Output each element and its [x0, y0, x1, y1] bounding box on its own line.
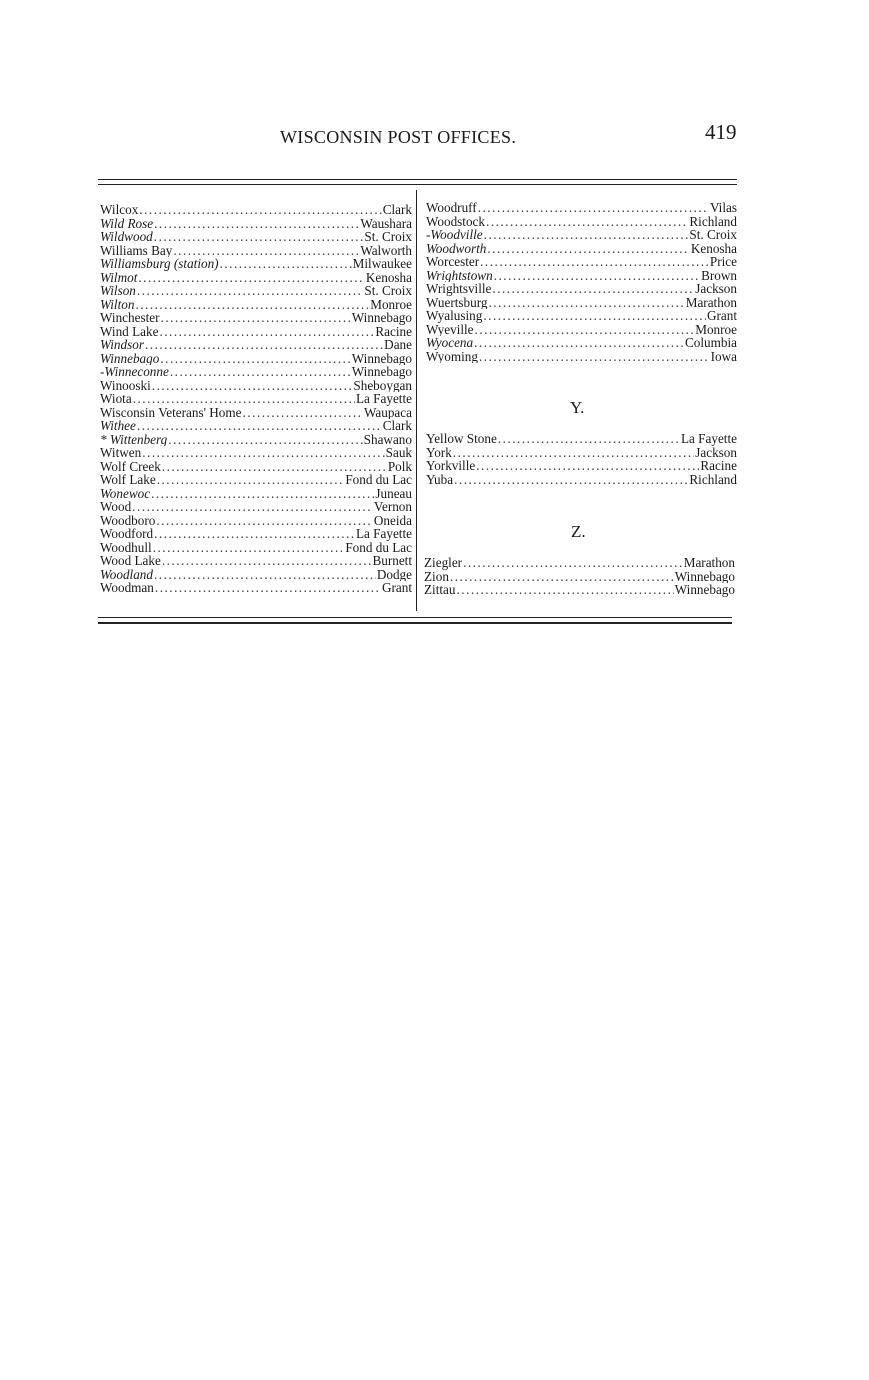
- county-name: Marathon: [683, 556, 735, 570]
- leader-dots: [151, 487, 374, 501]
- county-name: Winnebago: [674, 583, 735, 597]
- leader-dots: [454, 473, 688, 487]
- post-office-name: Withee: [100, 419, 136, 433]
- post-office-name: Witwen: [100, 446, 142, 460]
- post-office-name: Wilmot: [100, 270, 138, 284]
- leader-dots: [492, 282, 694, 296]
- post-office-entry: [100, 500, 412, 514]
- section-heading-y: Y.: [570, 398, 585, 417]
- post-office-entry: [100, 379, 412, 393]
- post-office-entry: [100, 365, 412, 379]
- county-name: La Fayette: [355, 392, 412, 406]
- county-name: Grant: [706, 309, 737, 323]
- county-name: Clark: [382, 203, 412, 217]
- post-office-name: Zittau: [424, 583, 456, 597]
- post-office-entry: [100, 460, 412, 474]
- post-office-name: Wiota: [100, 392, 132, 406]
- post-office-entry: [100, 271, 412, 285]
- leader-dots: [154, 230, 364, 244]
- post-office-name: Winnebago: [100, 351, 160, 365]
- post-office-entry: [426, 336, 737, 350]
- post-office-name: Zion: [424, 569, 449, 583]
- post-office-name: Woodland: [100, 567, 153, 581]
- post-office-name: Windsor: [100, 338, 144, 352]
- county-name: La Fayette: [355, 527, 412, 541]
- leader-dots: [132, 500, 373, 514]
- leader-dots: [498, 432, 680, 446]
- section-heading-z: Z.: [571, 522, 586, 541]
- post-office-name: Wyocena: [426, 336, 474, 350]
- top-rule: [98, 179, 737, 180]
- post-office-name: Wildwood: [100, 230, 153, 244]
- leader-dots: [162, 460, 387, 474]
- leader-dots: [463, 556, 683, 570]
- post-office-name: Winooski: [100, 378, 151, 392]
- leader-dots: [489, 296, 685, 310]
- leader-dots: [453, 446, 694, 460]
- county-name: Vernon: [373, 500, 412, 514]
- post-office-name: Wolf Lake: [100, 473, 156, 487]
- post-office-name: Woodford: [100, 527, 154, 541]
- post-office-name: -Woodville: [426, 228, 483, 242]
- post-office-entry: [100, 514, 412, 528]
- post-office-name: Yellow Stone: [426, 432, 497, 446]
- post-office-entry: [100, 392, 412, 406]
- county-name: Sheboygan: [353, 378, 412, 392]
- post-office-entry: [100, 311, 412, 325]
- post-office-entry: [100, 284, 412, 298]
- post-office-entry: [426, 282, 737, 296]
- post-office-name: Worcester: [426, 255, 480, 269]
- post-office-entry: [426, 473, 737, 487]
- post-office-name: Woodworth: [426, 241, 487, 255]
- county-name: Richland: [689, 472, 737, 486]
- county-name: Richland: [689, 214, 737, 228]
- post-office-entry: [100, 257, 412, 271]
- section-y-list: [426, 432, 737, 486]
- county-name: Racine: [700, 459, 737, 473]
- post-office-name: Wild Rose: [100, 216, 154, 230]
- county-name: Monroe: [695, 322, 737, 336]
- county-name: Clark: [382, 419, 412, 433]
- post-office-name: Wood: [100, 500, 132, 514]
- leader-dots: [155, 581, 381, 595]
- county-name: Winnebago: [351, 311, 412, 325]
- post-office-entry: [100, 419, 412, 433]
- county-name: Milwaukee: [352, 257, 412, 271]
- leader-dots: [483, 309, 706, 323]
- post-office-name: Wind Lake: [100, 324, 159, 338]
- post-office-name: Wolf Creek: [100, 459, 161, 473]
- post-office-name: Yorkville: [426, 459, 476, 473]
- post-office-name: Wrightstown: [426, 268, 493, 282]
- post-office-entry: [100, 203, 412, 217]
- leader-dots: [159, 325, 374, 339]
- leader-dots: [133, 392, 355, 406]
- leader-dots: [450, 570, 674, 584]
- post-office-name: Yuba: [426, 472, 454, 486]
- bottom-rule: [98, 617, 732, 618]
- page-number: 419: [705, 120, 737, 144]
- leader-dots: [486, 215, 688, 229]
- post-office-name: Wuertsburg: [426, 295, 488, 309]
- post-office-name: Williamsburg (station): [100, 257, 219, 271]
- post-office-entry: [426, 432, 737, 446]
- post-office-entry: [100, 406, 412, 420]
- leader-dots: [487, 242, 690, 256]
- leader-dots: [138, 271, 364, 285]
- county-name: La Fayette: [680, 432, 737, 446]
- post-office-name: Wyoming: [426, 349, 478, 363]
- post-office-entry: [426, 255, 737, 269]
- post-office-entry: [426, 201, 737, 215]
- leader-dots: [494, 269, 700, 283]
- leader-dots: [170, 365, 351, 379]
- post-office-name: Wilcox: [100, 203, 139, 217]
- post-office-name: Woodruff: [426, 201, 477, 215]
- leader-dots: [156, 514, 373, 528]
- county-name: Kenosha: [365, 270, 412, 284]
- post-office-name: York: [426, 445, 452, 459]
- post-office-entry: [424, 556, 735, 570]
- post-office-entry: [426, 323, 737, 337]
- top-rule-inner: [98, 184, 737, 185]
- post-office-name: Ziegler: [424, 556, 463, 570]
- county-name: Fond du Lac: [345, 473, 412, 487]
- leader-dots: [168, 433, 362, 447]
- leader-dots: [160, 352, 350, 366]
- county-name: St. Croix: [689, 228, 737, 242]
- post-office-entry: [100, 527, 412, 541]
- county-name: Waushara: [360, 216, 412, 230]
- county-name: Brown: [701, 268, 737, 282]
- post-office-entry: [100, 581, 412, 595]
- post-office-entry: [100, 230, 412, 244]
- county-name: Polk: [387, 459, 412, 473]
- post-office-entry: [426, 242, 737, 256]
- leader-dots: [173, 244, 359, 258]
- leader-dots: [153, 541, 345, 555]
- leader-dots: [154, 527, 355, 541]
- post-office-entry: [426, 446, 737, 460]
- leader-dots: [484, 228, 689, 242]
- county-name: Jackson: [695, 282, 737, 296]
- post-office-entry: [100, 298, 412, 312]
- post-office-name: Woodhull: [100, 540, 152, 554]
- post-office-entry: [100, 325, 412, 339]
- post-office-entry: [100, 568, 412, 582]
- leader-dots: [157, 473, 345, 487]
- post-office-name: Williams Bay: [100, 243, 173, 257]
- leader-dots: [161, 311, 351, 325]
- county-name: St. Croix: [364, 230, 412, 244]
- leader-dots: [220, 257, 352, 271]
- post-office-name: Wood Lake: [100, 554, 161, 568]
- county-name: Juneau: [375, 486, 412, 500]
- post-office-name: Wrightsville: [426, 282, 492, 296]
- leader-dots: [243, 406, 363, 420]
- county-name: Burnett: [372, 554, 412, 568]
- leader-dots: [474, 336, 684, 350]
- county-name: St. Croix: [364, 284, 412, 298]
- post-office-entry: [100, 541, 412, 555]
- post-office-name: * Wittenberg: [100, 432, 168, 446]
- bottom-rule-thick: [98, 622, 732, 624]
- county-name: Grant: [381, 581, 412, 595]
- county-name: Price: [709, 255, 737, 269]
- leader-dots: [479, 350, 710, 364]
- leader-dots: [137, 284, 363, 298]
- left-column: [100, 203, 412, 595]
- leader-dots: [154, 568, 376, 582]
- post-office-entry: [100, 554, 412, 568]
- county-name: Racine: [375, 324, 412, 338]
- county-name: Winnebago: [351, 351, 412, 365]
- post-office-name: Wyeville: [426, 322, 474, 336]
- post-office-entry: [100, 352, 412, 366]
- county-name: Oneida: [373, 513, 412, 527]
- county-name: Monroe: [370, 297, 412, 311]
- county-name: Waupaca: [364, 405, 412, 419]
- post-office-entry: [100, 338, 412, 352]
- post-office-name: Wilson: [100, 284, 136, 298]
- county-name: Jackson: [695, 445, 737, 459]
- leader-dots: [475, 323, 695, 337]
- leader-dots: [480, 255, 709, 269]
- leader-dots: [476, 459, 699, 473]
- leader-dots: [137, 419, 382, 433]
- county-name: Dane: [384, 338, 412, 352]
- post-office-entry: [100, 244, 412, 258]
- post-office-name: Winchester: [100, 311, 160, 325]
- county-name: Vilas: [709, 201, 737, 215]
- leader-dots: [154, 217, 359, 231]
- leader-dots: [457, 583, 674, 597]
- leader-dots: [478, 201, 709, 215]
- county-name: Marathon: [685, 295, 737, 309]
- county-name: Fond du Lac: [345, 540, 412, 554]
- post-office-entry: [424, 583, 735, 597]
- county-name: Shawano: [363, 432, 412, 446]
- leader-dots: [162, 554, 372, 568]
- post-office-name: Woodman: [100, 581, 154, 595]
- leader-dots: [139, 203, 381, 217]
- post-office-entry: [100, 487, 412, 501]
- post-office-entry: [100, 473, 412, 487]
- post-office-entry: [426, 459, 737, 473]
- post-office-name: -Winneconne: [100, 365, 169, 379]
- section-z-list: [424, 556, 735, 597]
- county-name: Sauk: [385, 446, 412, 460]
- post-office-name: Woodboro: [100, 513, 156, 527]
- county-name: Dodge: [376, 567, 412, 581]
- post-office-name: Wisconsin Veterans' Home: [100, 405, 242, 419]
- post-office-name: Wonewoc: [100, 486, 151, 500]
- post-office-name: Wilton: [100, 297, 135, 311]
- leader-dots: [145, 338, 383, 352]
- post-office-entry: [426, 215, 737, 229]
- leader-dots: [152, 379, 353, 393]
- post-office-entry: [100, 433, 412, 447]
- county-name: Walworth: [360, 243, 412, 257]
- post-office-entry: [426, 269, 737, 283]
- column-divider: [416, 190, 417, 611]
- county-name: Iowa: [710, 349, 737, 363]
- post-office-entry: [426, 350, 737, 364]
- post-office-name: Wyalusing: [426, 309, 483, 323]
- county-name: Kenosha: [690, 241, 737, 255]
- post-office-entry: [426, 296, 737, 310]
- post-office-entry: [426, 309, 737, 323]
- right-column: [426, 201, 737, 363]
- leader-dots: [142, 446, 384, 460]
- page-title: WISCONSIN POST OFFICES.: [280, 127, 517, 147]
- post-office-entry: [100, 217, 412, 231]
- county-name: Winnebago: [351, 365, 412, 379]
- leader-dots: [135, 298, 369, 312]
- county-name: Winnebago: [674, 569, 735, 583]
- county-name: Columbia: [684, 336, 737, 350]
- post-office-entry: [426, 228, 737, 242]
- post-office-entry: [424, 570, 735, 584]
- post-office-name: Woodstock: [426, 214, 486, 228]
- post-office-entry: [100, 446, 412, 460]
